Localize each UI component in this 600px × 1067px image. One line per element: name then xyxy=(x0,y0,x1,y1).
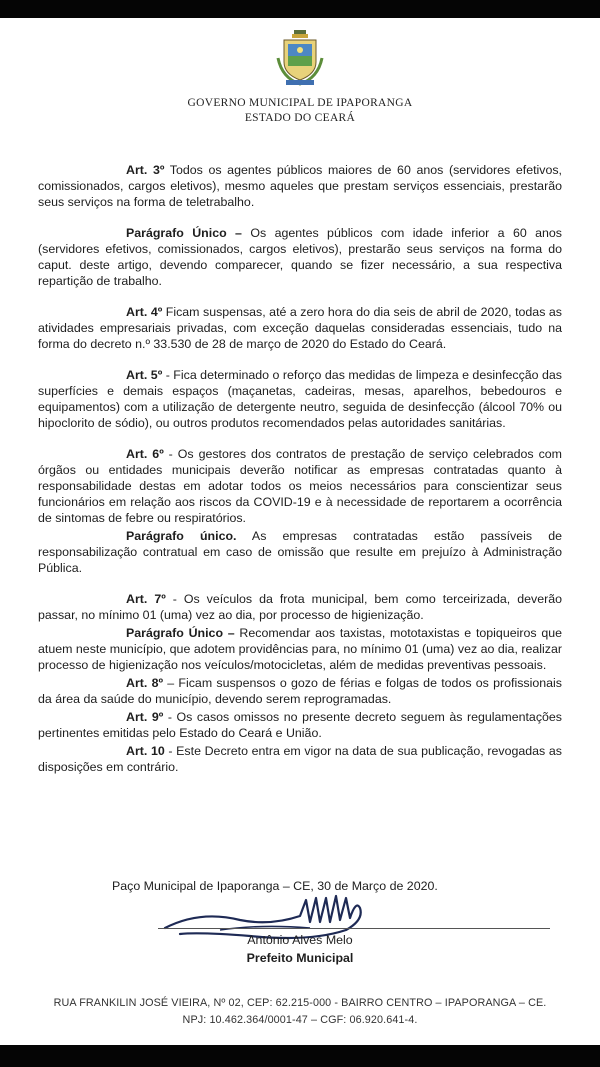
article-7 xyxy=(38,591,562,623)
decree-body xyxy=(38,162,562,777)
article-10 xyxy=(38,743,562,775)
article-4 xyxy=(38,304,562,352)
article-text: - Fica determinado o reforço das medidas de limpeza e desinfecção das superfícies e demais espaços (maçanetas, cadeiras, mesas, aparelhos, bebedouros e equipamentos) com a utilização de detergente neutro, seguida de desinfecção (álcool 70% ou hipoclorito de sódio), ou outros produtos recomendados pelas autoridades sanitárias. xyxy=(38,368,563,430)
article-7-sole-paragraph xyxy=(38,625,562,673)
article-text: - Os veículos da frota municipal, bem como terceirizada, deverão passar, no mínimo 01 (uma) vez ao dia, por processo de higienização. xyxy=(38,592,562,622)
article-label: Art. 10 xyxy=(126,744,165,758)
article-label: Parágrafo único. xyxy=(126,529,237,543)
top-black-bar xyxy=(0,0,600,18)
closing-place-date: Paço Municipal de Ipaporanga – CE, 30 de Março de 2020. xyxy=(112,879,438,893)
article-9 xyxy=(38,709,562,741)
article-text: Ficam suspensas, até a zero hora do dia seis de abril de 2020, todas as atividades empresariais privadas, com exceção daquelas consideradas essenciais, tudo na forma do decreto n.º 33.530 de 28 de março de 2020 do Estado do Ceará. xyxy=(38,305,562,351)
article-label: Art. 3º xyxy=(126,163,165,177)
article-text: Todos os agentes públicos maiores de 60 anos (servidores efetivos, comissionados, cargos eletivos), mesmo aqueles que prestam serviços essenciais, prestarão seus serviços na forma de teletrabalho. xyxy=(38,163,562,209)
signature-line xyxy=(158,928,550,929)
article-label: Art. 7º xyxy=(126,592,166,606)
article-text: - Os gestores dos contratos de prestação de serviço celebrados com órgãos ou entidades municipais deverão notificar as empresas contratadas quanto à responsabilidade destas em adotar todos os meios necessários para conscientizar seus funcionários em relação aos riscos da COVID-19 e à necessidade de reportarem a ocorrência de sintomas de febre ou respiratórios. xyxy=(38,447,562,525)
article-3-sole-paragraph xyxy=(38,225,562,289)
article-text: – Ficam suspensos o gozo de férias e folgas de todos os profissionais da área da saúde do município, devendo serem reprogramadas. xyxy=(38,676,562,706)
bottom-black-bar xyxy=(0,1045,600,1067)
article-text: - Os casos omissos no presente decreto seguem às regulamentações pertinentes emitidas pelo Estado do Ceará e União. xyxy=(38,710,562,740)
article-3 xyxy=(38,162,562,210)
article-6 xyxy=(38,446,562,526)
article-text: As empresas contratadas estão passíveis de responsabilização contratual em caso de omissão que resulte em prejuízo à Administração Pública. xyxy=(38,529,562,575)
state-title: ESTADO DO CEARÁ xyxy=(244,112,356,124)
article-label: Art. 8º xyxy=(126,676,164,690)
article-label: Art. 5º xyxy=(126,368,163,382)
signer-name: Antônio Alves Melo xyxy=(247,933,353,947)
article-text: Os agentes públicos com idade inferior a 60 anos (servidores efetivos, comissionados, cargos eletivos), prestarão seus serviços na forma do caput. deste artigo, devendo comparecer, quando se fizer necessário, a sua respectiva repartição de trabalho. xyxy=(38,226,563,288)
article-6-sole-paragraph xyxy=(38,528,562,576)
article-label: Parágrafo Único – xyxy=(126,626,235,640)
article-8 xyxy=(38,675,562,707)
signer-role: Prefeito Municipal xyxy=(246,951,354,965)
footer-address: RUA FRANKILIN JOSÉ VIEIRA, Nº 02, CEP: 62.215-000 - BAIRRO CENTRO – IPAPORANGA – CE. xyxy=(53,997,547,1009)
article-text: - Este Decreto entra em vigor na data de sua publicação, revogadas as disposições em contrário. xyxy=(38,744,562,774)
municipal-crest-icon xyxy=(276,28,324,88)
article-label: Parágrafo Único – xyxy=(126,226,242,240)
government-title: GOVERNO MUNICIPAL DE IPAPORANGA xyxy=(187,97,413,109)
article-text: Recomendar aos taxistas, mototaxistas e topiqueiros que atuem neste município, que adotem providências para, no mínimo 01 (uma) vez ao dia, realizar processo de higienização nos veículos/motocicletas, além de medidas preventivas pessoais. xyxy=(38,626,562,672)
article-label: Art. 6º xyxy=(126,447,164,461)
footer-registration: NPJ: 10.462.364/0001-47 – CGF: 06.920.641-4. xyxy=(182,1014,418,1026)
article-5 xyxy=(38,367,562,431)
article-label: Art. 9º xyxy=(126,710,164,724)
article-label: Art. 4º xyxy=(126,305,163,319)
